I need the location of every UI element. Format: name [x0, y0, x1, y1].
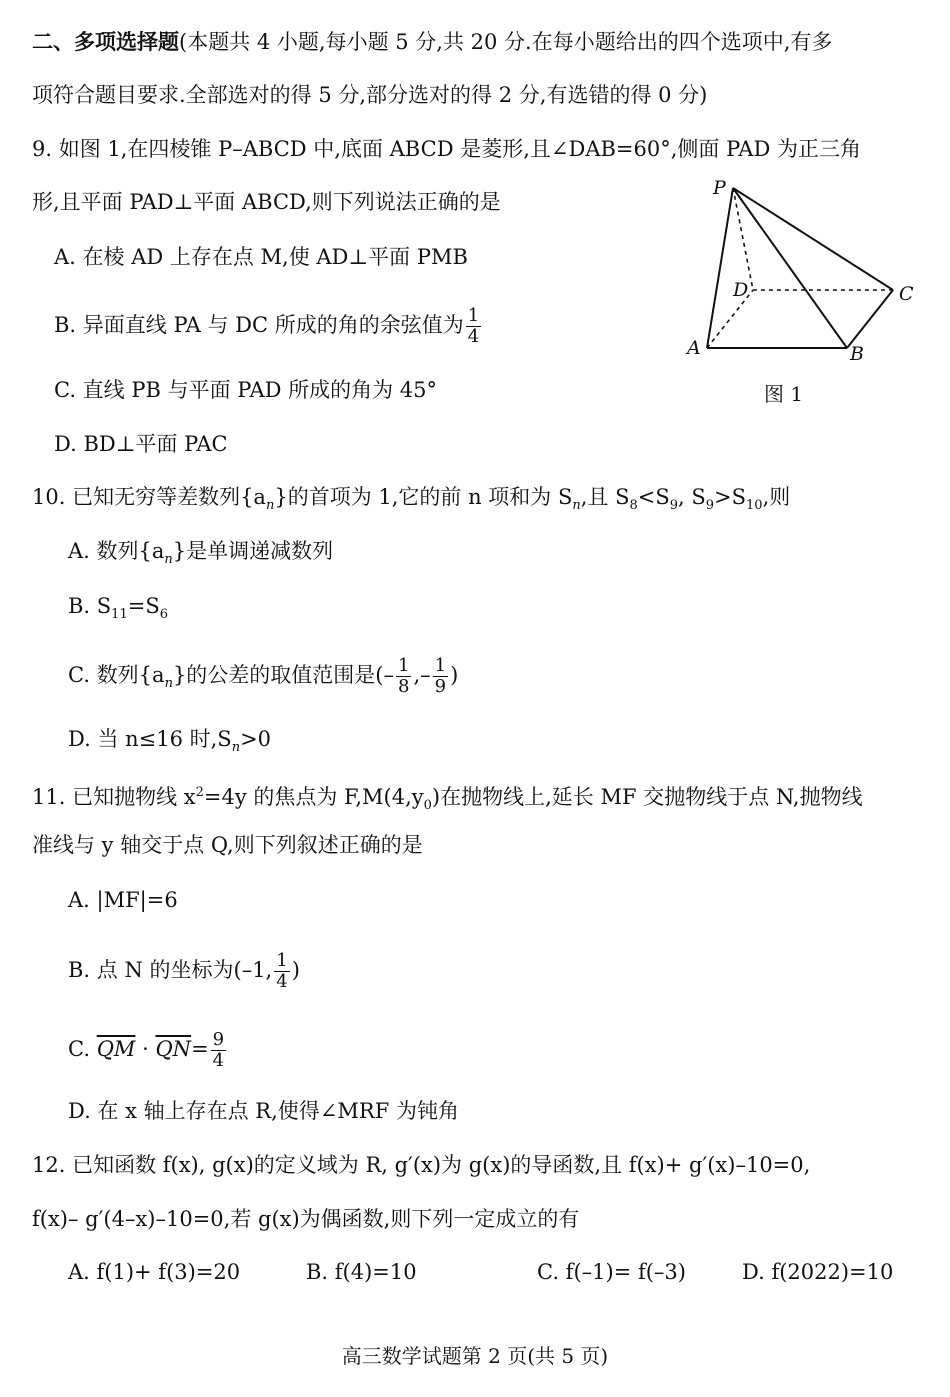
- q11-option-c: [68, 1030, 228, 1071]
- q11-sub: 0: [423, 798, 432, 814]
- q11-b-text-2: ): [291, 958, 300, 982]
- section-instructions-1: (本题共 4 小题,每小题 5 分,共 20 分.在每小题给出的四个选项中,有多: [179, 30, 833, 54]
- edge-pb: [733, 188, 847, 348]
- label-a: A: [687, 337, 701, 359]
- q10-c-sub: n: [164, 676, 173, 692]
- q10-stem: [32, 483, 790, 520]
- q10-c-text-4: ): [450, 663, 459, 687]
- q10-c-text-1: C. 数列{a: [68, 663, 165, 687]
- q11-stem-a: 11. 已知抛物线 x: [32, 785, 196, 809]
- q10-b-sub-11: 11: [111, 607, 128, 623]
- fraction-numerator: 9: [212, 1029, 225, 1050]
- q12-stem-2: f(x)– g′(4–x)–10=0,若 g(x)为偶函数,则下列一定成立的有: [32, 1207, 580, 1231]
- q12-stem-1: 12. 已知函数 f(x), g(x)的定义域为 R, g′(x)为 g(x)的导函数,且 f(x)+ g′(x)–10=0,: [32, 1153, 811, 1177]
- q10-c-text-3: ,–: [413, 663, 431, 687]
- q9-stem-1: 9. 如图 1,在四棱锥 P–ABCD 中,底面 ABCD 是菱形,且∠DAB=60°,侧面 PAD 为正三角: [32, 137, 861, 161]
- q11-c-label: C.: [68, 1037, 90, 1061]
- q10-stem-b: }的首项为 1,它的前 n 项和为 S: [274, 485, 573, 509]
- q10-a-text-2: }是单调递减数列: [172, 539, 334, 563]
- label-d: D: [733, 279, 749, 301]
- q10-sub-n: n: [265, 498, 275, 514]
- q11-stem-c: )在抛物线上,延长 MF 交抛物线于点 N,抛物线: [431, 785, 863, 809]
- q10-d-text-2: >0: [240, 727, 272, 751]
- fraction-numerator: 1: [434, 655, 447, 676]
- q9-option-b-fraction: [466, 306, 481, 347]
- vector-qn: $\overline{QN}$: [155, 1037, 192, 1061]
- q10-a-text-1: A. 数列{a: [68, 539, 165, 563]
- fraction-denominator: 8: [398, 676, 410, 697]
- fraction-denominator: 9: [434, 676, 447, 697]
- q11-b-text-1: B. 点 N 的坐标为(–1,: [68, 958, 273, 982]
- q10-b-text-1: B. S: [68, 594, 112, 618]
- label-b: B: [850, 343, 864, 365]
- q10-b-text-2: =S: [127, 594, 160, 618]
- q11-option-a: A. |MF|=6: [68, 888, 178, 912]
- q10-c-fraction-1: [396, 656, 411, 697]
- vector-qm: $\overline{QM}$: [96, 1037, 136, 1061]
- q11-sup: 2: [195, 785, 204, 800]
- q10-sub-9: 9: [669, 498, 679, 514]
- edge-pc: [733, 188, 893, 290]
- fraction-numerator: 1: [398, 655, 410, 676]
- q10-option-a: [68, 537, 333, 574]
- q10-a-sub: n: [164, 552, 173, 568]
- q10-stem-a: 10. 已知无穷等差数列{a: [32, 485, 266, 509]
- label-p: P: [713, 177, 726, 199]
- q11-stem-1: [32, 779, 863, 820]
- q10-b-sub-6: 6: [159, 607, 168, 623]
- q10-stem-e: , S: [678, 485, 706, 509]
- q10-stem-d: <S: [637, 485, 670, 509]
- q9-option-a: A. 在棱 AD 上存在点 M,使 AD⊥平面 PMB: [54, 245, 468, 269]
- q10-stem-f: >S: [714, 485, 747, 509]
- label-c: C: [899, 283, 914, 305]
- equals-sign: =: [191, 1037, 209, 1061]
- q11-b-fraction: [274, 951, 289, 992]
- fraction-denominator: 4: [212, 1050, 225, 1071]
- q11-option-b: [68, 951, 300, 992]
- q10-c-fraction-2: [433, 656, 448, 697]
- q9-stem-2: 形,且平面 PAD⊥平面 ABCD,则下列说法正确的是: [32, 190, 501, 214]
- figure-caption: 图 1: [764, 382, 804, 406]
- q10-option-b: [68, 592, 168, 629]
- q12-option-c: C. f(–1)= f(–3): [537, 1260, 686, 1284]
- q10-sub-n2: n: [572, 498, 581, 514]
- page-footer: 高三数学试题第 2 页(共 5 页): [341, 1344, 609, 1368]
- q10-c-text-2: }的公差的取值范围是(–: [172, 663, 394, 687]
- q10-sub-9b: 9: [705, 498, 715, 514]
- edge-pa: [707, 188, 733, 348]
- pyramid-figure: [675, 172, 925, 372]
- q10-sub-10: 10: [746, 498, 763, 514]
- q11-option-d: D. 在 x 轴上存在点 R,使得∠MRF 为钝角: [68, 1099, 459, 1123]
- q10-option-c: [68, 656, 458, 698]
- fraction-denominator: 4: [276, 971, 288, 992]
- q10-stem-g: ,则: [762, 485, 791, 509]
- q11-stem-2: 准线与 y 轴交于点 Q,则下列叙述正确的是: [32, 833, 423, 857]
- q12-option-a: A. f(1)+ f(3)=20: [68, 1260, 241, 1284]
- q10-d-text-1: D. 当 n≤16 时,S: [68, 727, 232, 751]
- q12-option-b: B. f(4)=10: [306, 1260, 417, 1284]
- edge-bc: [847, 290, 893, 348]
- dot-product: ·: [142, 1037, 149, 1061]
- q11-stem-b: =4y 的焦点为 F,M(4,y: [203, 785, 424, 809]
- q9-option-c: C. 直线 PB 与平面 PAD 所成的角为 45°: [54, 378, 438, 402]
- q10-stem-c: ,且 S: [580, 485, 630, 509]
- section-title: 二、多项选择题: [32, 29, 179, 54]
- q9-option-b: [54, 306, 483, 347]
- section-heading: [32, 28, 832, 56]
- q10-option-d: [68, 725, 271, 762]
- q10-sub-8: 8: [629, 498, 638, 514]
- q11-c-fraction: [211, 1030, 226, 1071]
- q9-option-b-text: B. 异面直线 PA 与 DC 所成的角的余弦值为: [54, 313, 464, 337]
- section-instructions-2: 项符合题目要求.全部选对的得 5 分,部分选对的得 2 分,有选错的得 0 分): [32, 83, 708, 107]
- q9-option-d: D. BD⊥平面 PAC: [54, 432, 228, 456]
- q10-d-sub: n: [231, 740, 241, 756]
- fraction-numerator: 1: [467, 305, 480, 326]
- fraction-numerator: 1: [276, 950, 288, 971]
- q12-option-d: D. f(2022)=10: [742, 1260, 894, 1284]
- fraction-denominator: 4: [467, 326, 480, 347]
